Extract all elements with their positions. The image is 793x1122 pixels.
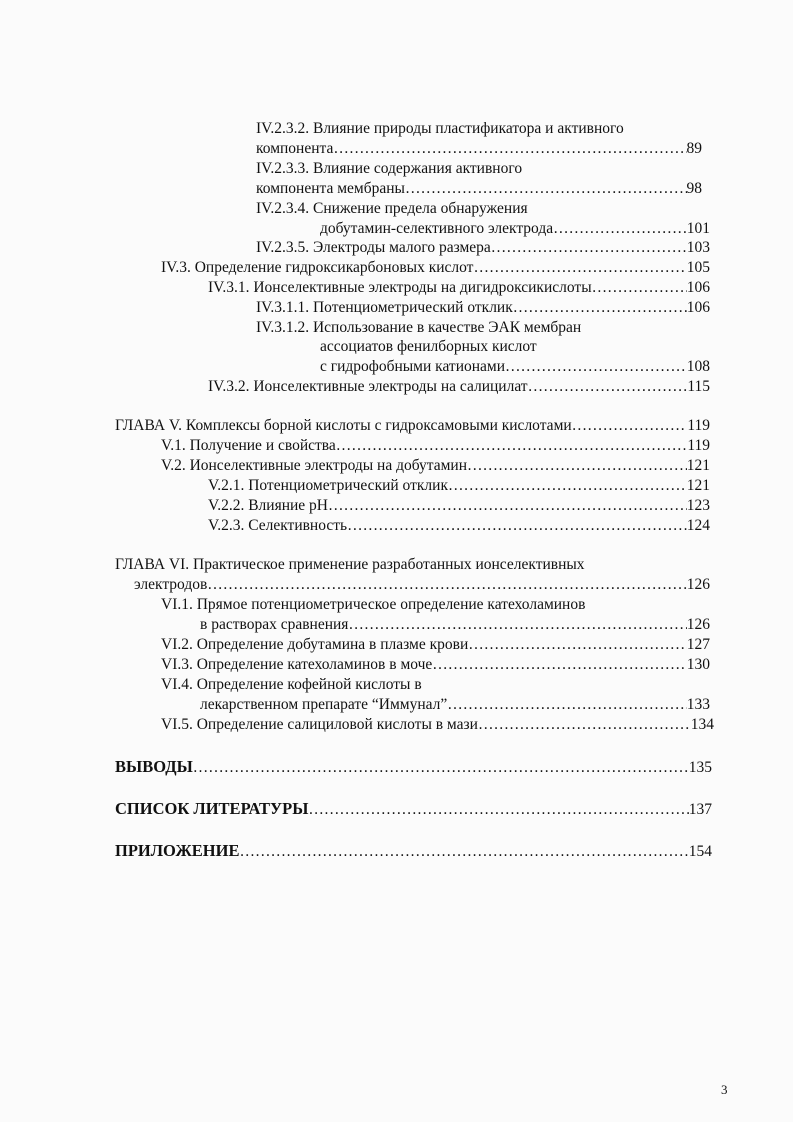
leader-dots — [193, 758, 689, 778]
leader-dots — [491, 238, 687, 258]
toc-entry — [256, 238, 710, 258]
toc-entry-text: с гидрофобными катионами — [320, 358, 506, 375]
toc-page-number: 135 — [688, 759, 712, 776]
toc-entry-text: компонента — [256, 140, 334, 157]
leader-dots — [308, 800, 688, 820]
leader-dots — [473, 258, 686, 278]
toc-entry — [208, 476, 710, 496]
toc-entry-text: VI.4. Определение кофейной кислоты в — [161, 676, 422, 693]
page-number: 3 — [721, 1082, 728, 1097]
leader-dots — [505, 357, 687, 377]
toc-entry-text: IV.2.3.4. Снижение предела обнаружения — [256, 200, 528, 217]
toc-entry — [115, 841, 712, 862]
toc-page-number: 103 — [686, 239, 710, 256]
leader-dots — [405, 179, 687, 199]
toc-entry-text: IV.2.3.5. Электроды малого размера — [256, 239, 491, 256]
toc-page-number: 106 — [686, 299, 710, 316]
leader-dots — [468, 635, 686, 655]
toc-entry — [208, 377, 710, 397]
toc-page-number: 130 — [686, 656, 710, 673]
toc-entry — [208, 278, 710, 298]
toc-entry — [161, 715, 714, 735]
toc-entry-text: IV.3.1. Ионселективные электроды на дигидроксикислоты — [208, 279, 592, 296]
leader-dots — [207, 575, 686, 595]
toc-page-number: 134 — [690, 716, 714, 733]
toc-entry-text: IV.3.2. Ионселективные электроды на салицилат — [208, 378, 528, 395]
toc-entry — [208, 516, 710, 536]
leader-dots — [333, 139, 686, 159]
toc-page-number: 98 — [686, 180, 702, 197]
leader-dots — [467, 456, 687, 476]
toc-page-number: 133 — [686, 696, 710, 713]
toc-entry-text: СПИСОК ЛИТЕРАТУРЫ — [115, 799, 309, 818]
toc-entry — [200, 695, 710, 715]
toc-entry-text: V.2.2. Влияние pH — [208, 497, 328, 514]
toc-page-number: 126 — [686, 616, 710, 633]
toc-page-number: 115 — [687, 378, 710, 395]
toc-entry-text: в растворах сравнения — [200, 616, 349, 633]
toc-entry — [161, 436, 710, 456]
toc-entry — [320, 219, 710, 239]
toc-chapter-entry — [115, 416, 710, 436]
toc-page-number: 108 — [686, 358, 710, 375]
leader-dots — [553, 219, 687, 239]
toc-entry-text: IV.3.1.2. Использование в качестве ЭАК мембран — [256, 319, 582, 336]
leader-dots — [572, 416, 688, 436]
toc-entry — [161, 456, 710, 476]
toc-page-number: 105 — [686, 259, 710, 276]
leader-dots — [348, 615, 686, 635]
toc-entry-text: IV.3.1.1. Потенциометрический отклик — [256, 299, 513, 316]
leader-dots — [347, 516, 687, 536]
toc-page-number: 127 — [686, 636, 710, 653]
toc-entry-text: VI.1. Прямое потенциометрическое определение катехоламинов — [161, 596, 586, 613]
toc-entry-text: ВЫВОДЫ — [115, 757, 193, 776]
toc-entry — [115, 799, 712, 820]
toc-entry-text: ассоциатов фенилборных кислот — [320, 338, 537, 355]
toc-entry — [208, 496, 710, 516]
toc-entry — [115, 757, 712, 778]
toc-page-number: 137 — [688, 801, 712, 818]
toc-page-number: 121 — [686, 457, 710, 474]
toc-entry-text: IV.2.3.2. Влияние природы пластификатора и активного — [256, 120, 624, 137]
toc-entry — [161, 258, 710, 278]
toc-entry — [256, 179, 702, 199]
leader-dots — [328, 496, 687, 516]
toc-page-number: 121 — [686, 477, 710, 494]
leader-dots — [478, 715, 691, 735]
toc-entry-text: IV.2.3.3. Влияние содержания активного — [256, 160, 523, 177]
toc-entry-text: лекарственном препарате “Иммунал” — [200, 696, 448, 713]
toc-page-number: 123 — [686, 497, 710, 514]
toc-chapter-entry: ГЛАВА VI. Практическое применение разработанных ионселективных — [115, 556, 585, 573]
toc-entry-text: V.1. Получение и свойства — [161, 437, 336, 454]
toc-entry — [161, 655, 710, 675]
toc-entry — [256, 298, 710, 318]
toc-entry-text: ПРИЛОЖЕНИЕ — [115, 841, 240, 860]
toc-entry-text: VI.2. Определение добутамина в плазме крови — [161, 636, 469, 653]
toc-entry-text: ГЛАВА V. Комплексы борной кислоты с гидроксамовыми кислотами — [115, 417, 572, 434]
toc-page-number: 126 — [686, 576, 710, 593]
toc-page-number: 101 — [686, 220, 710, 237]
leader-dots — [336, 436, 688, 456]
toc-entry-text: IV.3. Определение гидроксикарбоновых кислот — [161, 259, 474, 276]
leader-dots — [592, 278, 687, 298]
toc-entry-text: добутамин-селективного электрода — [320, 220, 554, 237]
leader-dots — [432, 655, 686, 675]
toc-entry — [161, 635, 710, 655]
leader-dots — [513, 298, 687, 318]
toc-entry-text: VI.5. Определение салициловой кислоты в мази — [161, 716, 478, 733]
toc-entry — [134, 575, 710, 595]
toc-entry — [256, 139, 702, 159]
toc-page-number: 106 — [686, 279, 710, 296]
toc-page-number: 124 — [686, 517, 710, 534]
leader-dots — [447, 695, 686, 715]
toc-entry-text: V.2. Ионселективные электроды на добутамин — [161, 457, 468, 474]
toc-page-number: 119 — [687, 437, 710, 454]
toc-page-number: 89 — [686, 140, 702, 157]
toc-page-number: 154 — [688, 843, 712, 860]
toc-entry-text: VI.3. Определение катехоламинов в моче — [161, 656, 433, 673]
toc-entry-text: V.2.1. Потенциометрический отклик — [208, 477, 448, 494]
toc-entry-text: электродов — [134, 576, 208, 593]
toc-entry-text: V.2.3. Селективность — [208, 517, 348, 534]
leader-dots — [239, 842, 688, 862]
toc-page-number: 119 — [687, 417, 710, 434]
toc-entry — [200, 615, 710, 635]
leader-dots — [448, 476, 687, 496]
leader-dots — [528, 377, 688, 397]
toc-entry — [320, 357, 710, 377]
toc-entry-text: компонента мембраны — [256, 180, 405, 197]
